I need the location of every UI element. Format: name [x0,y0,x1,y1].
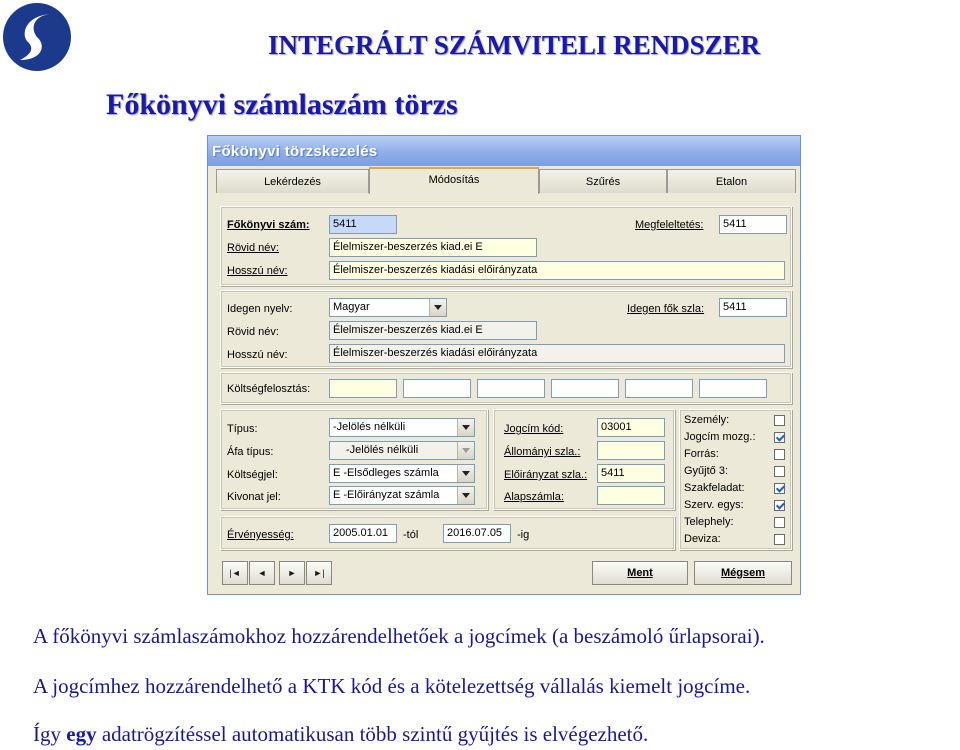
jogcim-panel [493,409,675,510]
afa-tipus-value: -Jelölés nélküli [346,444,419,456]
validity-panel [220,516,675,550]
ig-label: -ig [517,529,530,541]
gyujtes-checkbox[interactable] [774,432,785,443]
tipus-label: Típus: [227,423,258,435]
koltsegfelosztas-input-4[interactable] [551,379,619,398]
tab-etalon[interactable] [667,169,796,193]
koltsegjel-select[interactable] [329,464,475,483]
megfeleltetes-label: Megfeleltetés: [635,219,704,231]
idegen-hosszu-nev-input[interactable]: Élelmiszer-beszerzés kiadási előirányzata [329,344,785,363]
app-window [207,135,801,595]
cost-allocation-panel [220,372,792,404]
first-record-button[interactable]: |◄ [222,561,248,585]
koltsegfelosztas-input-6[interactable] [699,379,767,398]
rovid-nev-input[interactable]: Élelmiszer-beszerzés kiad.ei E [329,238,537,257]
afa-tipus-select[interactable] [329,441,475,460]
tab-bar [216,169,796,193]
hosszu-nev-input[interactable]: Élelmiszer-beszerzés kiadási előirányzata [329,261,785,280]
main-data-panel [220,206,792,286]
check-label: Forrás: [684,448,719,460]
tab-modositas[interactable] [369,167,539,194]
chevron-down-icon[interactable] [457,442,474,459]
alapszamla-label: Alapszámla: [504,491,564,503]
next-record-button[interactable]: ► [279,561,305,585]
foreign-language-panel [220,290,792,368]
hosszu-nev-label: Hosszú név: [227,265,288,277]
jogcim-kod-label: Jogcím kód: [504,423,564,435]
tab-label: Lekérdezés [264,176,321,188]
tab-label: Etalon [715,176,748,188]
tipus-select[interactable] [329,418,475,437]
tab-label: Módosítás [428,174,480,186]
gyujtesek-panel [679,409,792,550]
tab-label: Szűrés [585,176,621,188]
tipus-value: -Jelölés nélküli [333,421,406,433]
rovid-nev-label: Rövid név: [227,242,279,254]
gyujtes-checkbox[interactable] [774,534,785,545]
idegen-nyelv-select[interactable] [329,298,447,317]
ervenyesseg-label: Érvényesség: [227,529,294,541]
check-label: Jogcím mozg.: [684,431,756,443]
chevron-down-icon[interactable] [457,487,474,504]
eloiranyzat-szla-input[interactable]: 5411 [597,464,665,483]
bottom-text-emphasis: egy [66,722,97,746]
save-button[interactable]: Ment [592,561,688,585]
bottom-text-line-3-pre: Így [33,722,61,746]
gyujtes-checkbox[interactable] [774,517,785,528]
allomanyi-szla-input[interactable] [597,441,665,460]
prev-record-button[interactable]: ◄ [249,561,275,585]
alapszamla-input[interactable] [597,486,665,505]
check-label: Gyűjtő 3: [684,465,729,477]
tab-szures[interactable] [539,169,667,193]
cancel-button[interactable]: Mégsem [694,561,792,585]
ervenyesseg-tol-input[interactable]: 2005.01.01 [329,524,397,543]
bottom-text-line-3-post: adatrögzítéssel automatikusan több szintű gyűjtés is elvégezhető. [101,722,649,746]
chevron-down-icon[interactable] [429,299,446,316]
slide-subtitle: Főkönyvi számlaszám törzs [106,88,458,121]
idegen-nyelv-value: Magyar [333,301,370,313]
slide-title: INTEGRÁLT SZÁMVITELI RENDSZER [268,30,761,60]
check-label: Szerv. egys: [684,499,744,511]
idegen-rovid-nev-label: Rövid név: [227,326,279,338]
window-titlebar [208,136,800,166]
check-label: Személy: [684,414,730,426]
koltsegfelosztas-input-3[interactable] [477,379,545,398]
gyujtes-checkbox[interactable] [774,483,785,494]
bottom-text-line-2: A jogcímhez hozzárendelhető a KTK kód és a kötelezettség vállalás kiemelt jogcíme. [33,674,751,698]
last-record-button[interactable]: ►| [306,561,332,585]
idegen-hosszu-nev-label: Hosszú név: [227,349,288,361]
chevron-down-icon[interactable] [457,465,474,482]
megfeleltetes-input[interactable]: 5411 [719,215,787,234]
kivonat-jel-value: E -Előirányzat számla [333,489,440,501]
allomanyi-szla-label: Állományi szla.: [504,446,581,458]
types-panel [220,409,488,510]
kivonat-jel-label: Kivonat jel: [227,491,281,503]
jogcim-kod-input[interactable]: 03001 [597,418,665,437]
tol-label: -tól [403,529,419,541]
koltsegfelosztas-input-1[interactable] [329,379,397,398]
company-logo-icon [2,2,72,72]
check-label: Szakfeladat: [684,482,745,494]
check-label: Deviza: [684,533,721,545]
fokonyvi-szam-input[interactable]: 5411 [329,215,397,234]
idegen-nyelv-label: Idegen nyelv: [227,303,293,315]
kivonat-jel-select[interactable] [329,486,475,505]
bottom-text-line-1: A főkönyvi számlaszámokhoz hozzárendelhetőek a jogcímek (a beszámoló űrlapsorai). [33,624,765,648]
window-title: Főkönyvi törzskezelés [212,143,378,160]
afa-tipus-label: Áfa típus: [227,446,274,458]
idegen-fok-szla-input[interactable]: 5411 [719,298,787,317]
gyujtes-checkbox[interactable] [774,500,785,511]
koltsegjel-label: Költségjel: [227,469,278,481]
tab-lekerdezes[interactable] [216,169,369,193]
chevron-down-icon[interactable] [457,419,474,436]
koltsegfelosztas-input-2[interactable] [403,379,471,398]
koltsegfelosztas-label: Költségfelosztás: [227,383,311,395]
fokonyvi-szam-label: Főkönyvi szám: [227,219,310,231]
koltsegjel-value: E -Elsődleges számla [333,467,439,479]
koltsegfelosztas-input-5[interactable] [625,379,693,398]
bottom-text-line-3 [33,722,648,747]
gyujtes-checkbox[interactable] [774,466,785,477]
idegen-fok-szla-label: Idegen fők szla: [627,303,705,315]
ervenyesseg-ig-input[interactable]: 2016.07.05 [443,524,511,543]
gyujtes-checkbox[interactable] [774,449,785,460]
idegen-rovid-nev-input[interactable]: Élelmiszer-beszerzés kiad.ei E [329,321,537,340]
eloiranyzat-szla-label: Előirányzat szla.: [504,469,588,481]
gyujtes-checkbox[interactable] [774,415,785,426]
check-label: Telephely: [684,516,734,528]
